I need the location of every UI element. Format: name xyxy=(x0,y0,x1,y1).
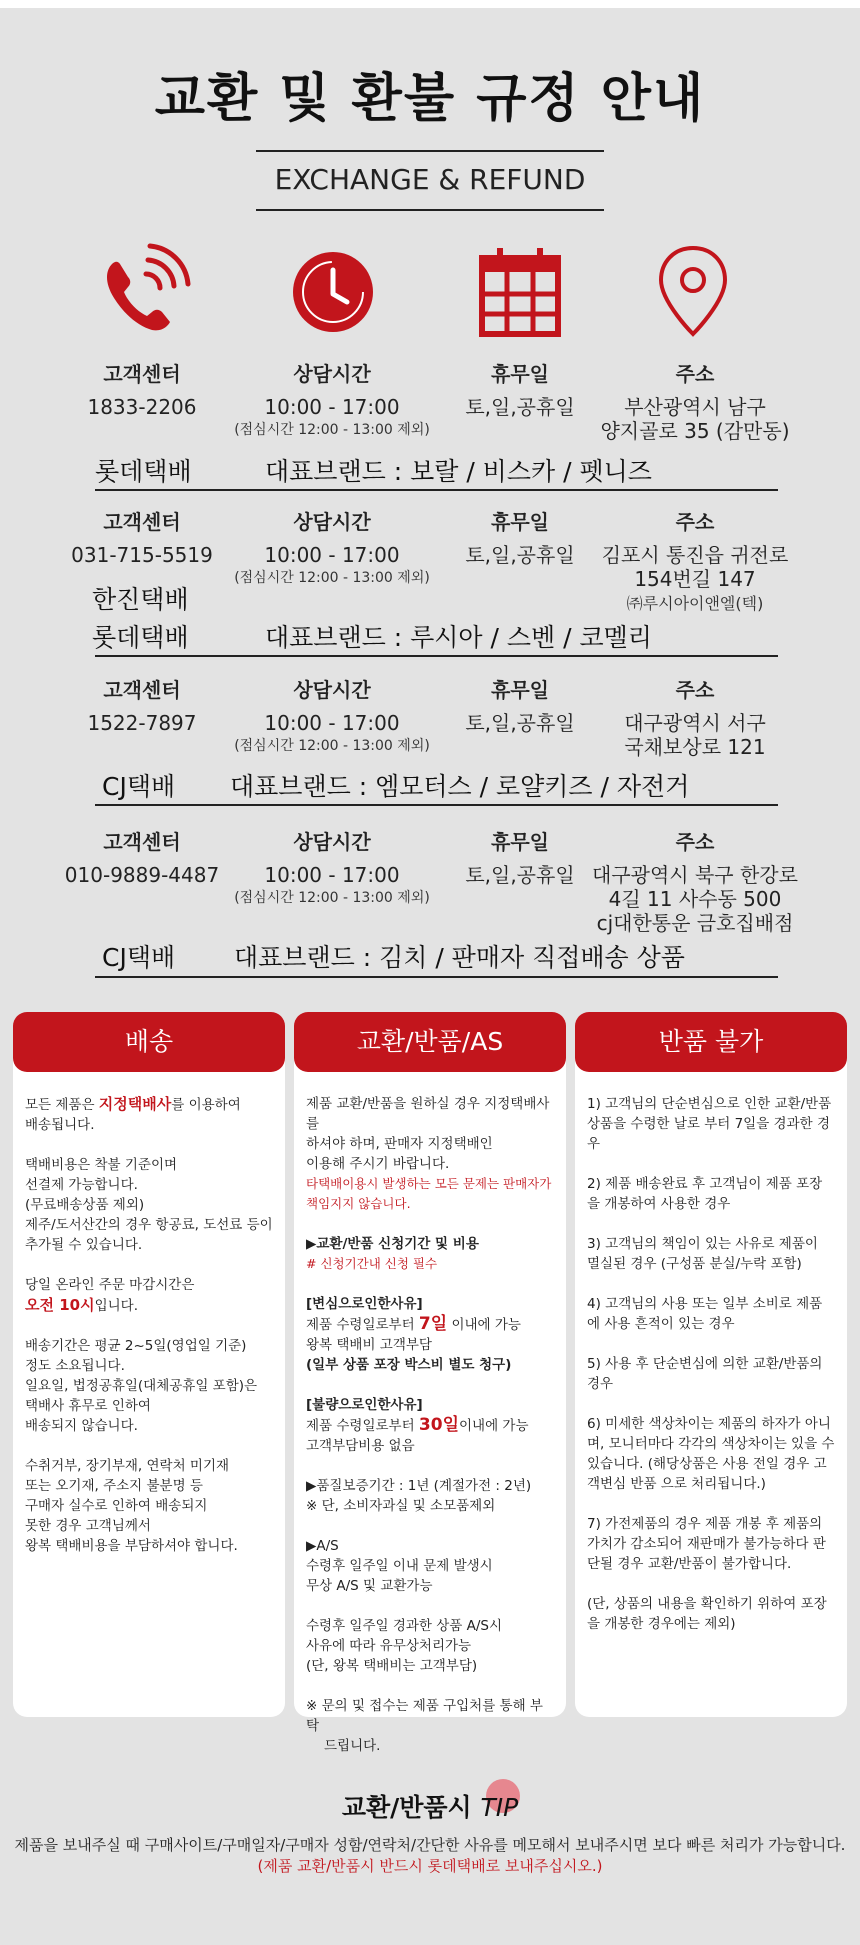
cs-phone: 1522-7897 xyxy=(87,711,197,735)
delivery-text: 왕복 택배비용을 부담하셔야 합니다. xyxy=(25,1538,238,1554)
hours-column xyxy=(212,826,452,907)
delivery-text: 선결제 가능합니다. xyxy=(25,1177,138,1193)
hours-note: (점심시간 12:00 - 13:00 제외) xyxy=(234,422,430,438)
address-line: 4길 11 사수동 500 xyxy=(608,887,782,911)
address-line: 양지골로 35 (감만동) xyxy=(600,419,790,443)
exchange-text: 드립니다. xyxy=(324,1738,381,1754)
cs-column xyxy=(62,358,222,419)
delivery-text: 못한 경우 고객님께서 xyxy=(25,1518,151,1534)
delivery-text: 또는 오기재, 주소지 불분명 등 xyxy=(25,1478,203,1494)
tip-text: 제품을 보내주실 때 구매사이트/구매일자/구매자 성함/연락처/간단한 사유를 메모해서 보내주시면 보다 빠른 처리가 가능합니다. xyxy=(14,1836,846,1854)
no-return-item: 6) 미세한 색상차이는 제품의 하자가 아니며, 모니터마다 각각의 색상차이는 있을 수 있습니다. (해당상품은 사용 전일 경우 고객변심 반품 으로 처리됩니다.) xyxy=(587,1416,835,1492)
hours-header: 상담시간 xyxy=(293,830,371,854)
exchange-text: 하셔야 하며, 판매자 지정택배인 xyxy=(306,1136,493,1152)
exchange-warning: # 신청기간내 신청 필수 xyxy=(306,1256,438,1271)
holiday-value: 토,일,공휴일 xyxy=(465,711,575,735)
cs-phone: 1833-2206 xyxy=(87,395,197,419)
subtitle-top-line xyxy=(256,150,604,152)
no-return-box-title: 반품 불가 xyxy=(575,1012,847,1072)
no-return-item: 2) 제품 배송완료 후 고객님이 제품 포장을 개봉하여 사용한 경우 xyxy=(587,1176,823,1212)
brand-list: 대표브랜드 : 엠모터스 / 로얄키즈 / 자전거 xyxy=(230,772,690,801)
hours-note: (점심시간 12:00 - 13:00 제외) xyxy=(234,738,430,754)
delivery-box-body xyxy=(13,1072,285,1556)
hours-note: (점심시간 12:00 - 13:00 제외) xyxy=(234,890,430,906)
address-line: 154번길 147 xyxy=(634,567,756,591)
delivery-text: 구매자 실수로 인하여 배송되지 xyxy=(25,1498,208,1514)
address-line: 대구광역시 북구 한강로 xyxy=(592,863,798,887)
exchange-text: ※ 단, 소비자과실 및 소모품제외 xyxy=(306,1498,496,1514)
exchange-text: 이내에 가능 xyxy=(459,1418,529,1434)
hours-header: 상담시간 xyxy=(293,510,371,534)
section-divider xyxy=(95,655,778,657)
delivery-highlight: 지정택배사 xyxy=(98,1095,172,1113)
hours-column xyxy=(212,358,452,439)
holiday-header: 휴무일 xyxy=(491,830,549,854)
hours-value: 10:00 - 17:00 xyxy=(264,711,400,735)
brand-list: 대표브랜드 : 루시아 / 스벤 / 코멜리 xyxy=(265,623,652,652)
exchange-text: 제품 수령일로부터 xyxy=(306,1317,419,1333)
exchange-text: 무상 A/S 및 교환가능 xyxy=(306,1578,433,1594)
calendar-icon xyxy=(470,242,570,342)
location-pin-icon xyxy=(643,242,743,342)
address-column xyxy=(580,826,810,935)
brand-list: 대표브랜드 : 김치 / 판매자 직접배송 상품 xyxy=(234,943,685,972)
delivery-highlight: 오전 10시 xyxy=(25,1296,95,1314)
hours-value: 10:00 - 17:00 xyxy=(264,863,400,887)
delivery-text: 배송되지 않습니다. xyxy=(25,1418,138,1434)
delivery-text: 추가될 수 있습니다. xyxy=(25,1237,143,1253)
page-title: 교환 및 환불 규정 안내 xyxy=(154,69,706,129)
exchange-text: 수령후 일주일 경과한 상품 A/S시 xyxy=(306,1618,503,1634)
address-header: 주소 xyxy=(675,362,715,386)
top-frame xyxy=(0,0,860,8)
delivery-text: 모든 제품은 xyxy=(25,1097,99,1113)
hours-header: 상담시간 xyxy=(293,362,371,386)
hours-value: 10:00 - 17:00 xyxy=(264,395,400,419)
no-return-item: 5) 사용 후 단순변심에 의한 교환/반품의 경우 xyxy=(587,1356,823,1392)
subtitle-bottom-line xyxy=(256,209,604,211)
exchange-box-body xyxy=(294,1072,566,1756)
delivery-box-title: 배송 xyxy=(13,1012,285,1072)
holiday-column xyxy=(450,506,590,567)
section-divider xyxy=(95,804,778,806)
exchange-box xyxy=(294,1012,566,1754)
exchange-text: 제품 수령일로부터 xyxy=(306,1418,419,1434)
delivery-text: 배송됩니다. xyxy=(25,1117,95,1133)
delivery-text: 입니다. xyxy=(94,1298,138,1314)
exchange-highlight: 7일 xyxy=(418,1314,448,1334)
exchange-text: 이용해 주시기 바랍니다. xyxy=(306,1156,450,1172)
cs-phone: 031-715-5519 xyxy=(71,543,213,567)
holiday-header: 휴무일 xyxy=(491,510,549,534)
delivery-text: 수취거부, 장기부재, 연락처 미기재 xyxy=(25,1458,230,1474)
holiday-column xyxy=(450,674,590,735)
exchange-text: (단, 왕복 택배비는 고객부담) xyxy=(306,1658,478,1674)
no-return-item: (단, 상품의 내용을 확인하기 위하여 포장을 개봉한 경우에는 제외) xyxy=(587,1596,827,1632)
hours-header: 상담시간 xyxy=(293,678,371,702)
delivery-text: 배송기간은 평균 2~5일(영업일 기준) xyxy=(25,1338,247,1354)
delivery-text: 택배비용은 착불 기준이며 xyxy=(25,1157,178,1173)
no-return-item: 1) 고객님의 단순변심으로 인한 교환/반품 상품을 수령한 날로 부터 7일을 경과한 경우 xyxy=(587,1096,832,1152)
exchange-heading: (일부 상품 포장 박스비 별도 청구) xyxy=(306,1357,512,1373)
address-column xyxy=(580,506,810,614)
section-divider xyxy=(95,976,778,978)
no-return-item: 3) 고객님의 책임이 있는 사유로 제품이 멸실된 경우 (구성품 분실/누락 포함) xyxy=(587,1236,818,1272)
address-header: 주소 xyxy=(675,510,715,534)
phone-icon xyxy=(92,242,192,342)
courier-name: CJ택배 xyxy=(102,772,176,801)
exchange-text: 왕복 택배비 고객부담 xyxy=(306,1337,432,1353)
exchange-text: 제품 교환/반품을 원하실 경우 지정택배사를 xyxy=(306,1096,550,1132)
exchange-warning: 책임지지 않습니다. xyxy=(306,1196,411,1211)
exchange-text: 이내에 가능 xyxy=(447,1317,521,1333)
no-return-box xyxy=(575,1012,847,1717)
exchange-heading: [불량으로인한사유] xyxy=(306,1397,423,1413)
delivery-box xyxy=(13,1012,285,1717)
exchange-heading: ▶교환/반품 신청기간 및 비용 xyxy=(306,1236,479,1252)
holiday-value: 토,일,공휴일 xyxy=(465,395,575,419)
holiday-header: 휴무일 xyxy=(491,678,549,702)
exchange-warning: 타택배이용시 발생하는 모든 문제는 판매자가 xyxy=(306,1176,552,1191)
no-return-box-body xyxy=(575,1072,847,1634)
cs-phone: 010-9889-4487 xyxy=(64,863,220,887)
hours-value: 10:00 - 17:00 xyxy=(264,543,400,567)
courier-name: CJ택배 xyxy=(102,943,176,972)
holiday-header: 휴무일 xyxy=(491,362,549,386)
address-header: 주소 xyxy=(675,830,715,854)
exchange-text: ※ 문의 및 접수는 제품 구입처를 통해 부탁 xyxy=(306,1698,543,1734)
hours-note: (점심시간 12:00 - 13:00 제외) xyxy=(234,570,430,586)
exchange-text: 고객부담비용 없음 xyxy=(306,1438,415,1454)
cs-column xyxy=(62,506,222,567)
address-line: ㈜루시아이앤엘(텍) xyxy=(626,594,764,613)
address-column xyxy=(580,358,810,443)
brand-list: 대표브랜드 : 보랄 / 비스카 / 펫니즈 xyxy=(265,457,652,486)
delivery-text: (무료배송상품 제외) xyxy=(25,1197,145,1213)
cs-column xyxy=(62,674,222,735)
courier-name: 롯데택배 xyxy=(92,623,189,652)
page-subtitle: EXCHANGE & REFUND xyxy=(274,163,586,196)
exchange-highlight: 30일 xyxy=(418,1415,460,1435)
holiday-column xyxy=(450,358,590,419)
tip-note: (제품 교환/반품시 반드시 롯데택배로 보내주십시오.) xyxy=(257,1857,603,1875)
hours-column xyxy=(212,674,452,755)
exchange-text: ▶품질보증기간 : 1년 (계절가전 : 2년) xyxy=(306,1478,532,1494)
address-line: 대구광역시 서구 xyxy=(624,711,766,735)
section-divider xyxy=(95,489,778,491)
exchange-text: ▶A/S xyxy=(306,1538,339,1554)
cs-header: 고객센터 xyxy=(103,678,181,702)
courier-name: 롯데택배 xyxy=(95,457,192,486)
no-return-item: 7) 가전제품의 경우 제품 개봉 후 제품의 가치가 감소되어 재판매가 불가능하다 판단될 경우 교환/반품이 불가합니다. xyxy=(587,1516,826,1572)
address-line: 김포시 통진읍 귀전로 xyxy=(601,543,789,567)
holiday-value: 토,일,공휴일 xyxy=(465,543,575,567)
tip-title xyxy=(0,1788,860,1824)
delivery-text: 제주/도서산간의 경우 항공료, 도선료 등이 xyxy=(25,1217,273,1233)
tip-title-text: 교환/반품시 xyxy=(341,1793,472,1822)
address-column xyxy=(580,674,810,759)
cs-header: 고객센터 xyxy=(103,362,181,386)
no-return-item: 4) 고객님의 사용 또는 일부 소비로 제품에 사용 흔적이 있는 경우 xyxy=(587,1296,823,1332)
holiday-value: 토,일,공휴일 xyxy=(465,863,575,887)
delivery-text: 택배사 휴무로 인하여 xyxy=(25,1398,151,1414)
address-line: 국채보상로 121 xyxy=(624,735,766,759)
exchange-text: 사유에 따라 유무상처리가능 xyxy=(306,1638,472,1654)
address-line: 부산광역시 남구 xyxy=(624,395,766,419)
cs-header: 고객센터 xyxy=(103,510,181,534)
address-line: cj대한통운 금호집배점 xyxy=(596,911,794,935)
tip-word: TIP xyxy=(480,1793,519,1822)
exchange-box-title: 교환/반품/AS xyxy=(294,1012,566,1072)
delivery-text: 당일 온라인 주문 마감시간은 xyxy=(25,1277,195,1293)
extra-courier-name: 한진택배 xyxy=(92,585,189,614)
address-header: 주소 xyxy=(675,678,715,702)
cs-column xyxy=(52,826,232,887)
exchange-heading: [변심으로인한사유] xyxy=(306,1296,423,1312)
clock-icon xyxy=(283,242,383,342)
hours-column xyxy=(212,506,452,587)
delivery-text: 일요일, 법정공휴일(대체공휴일 포함)은 xyxy=(25,1378,258,1394)
exchange-text: 수령후 일주일 이내 문제 발생시 xyxy=(306,1558,493,1574)
holiday-column xyxy=(450,826,590,887)
cs-header: 고객센터 xyxy=(103,830,181,854)
delivery-text: 정도 소요됩니다. xyxy=(25,1358,125,1374)
delivery-text: 를 이용하여 xyxy=(171,1097,241,1113)
